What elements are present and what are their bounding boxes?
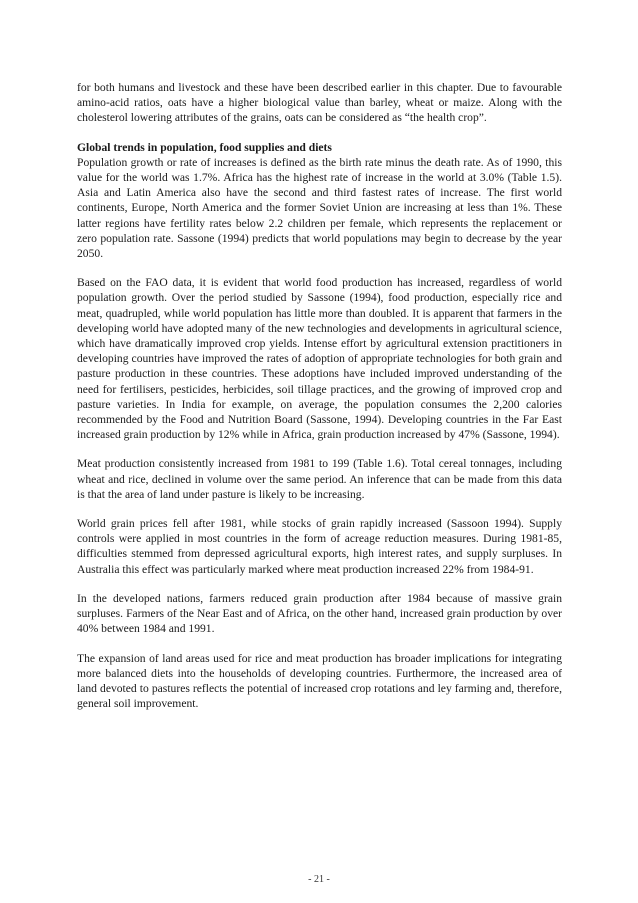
paragraph-developed-nations: In the developed nations, farmers reduced grain production after 1984 because of massive grain surpluses. Farmers of the Near East and of Africa, on the other hand, increased grain production by over 40% between 1984 and 1991.: [77, 591, 562, 636]
document-page: [77, 80, 562, 725]
paragraph-meat-production: Meat production consistently increased from 1981 to 199 (Table 1.6). Total cereal tonnages, including wheat and rice, declined in volume over the same period. An inference that can be made from this data is that the area of land under pasture is likely to be increasing.: [77, 457, 562, 501]
paragraph-grain-prices: World grain prices fell after 1981, while stocks of grain rapidly increased (Sassoon 1994). Supply controls were applied in most countries in the form of acreage reduction measures. During 1981-85, difficulties stemmed from depressed agricultural exports, high interest rates, and supply surpluses. In Australia this effect was particularly marked where meat production increased 22% from 1984-91.: [77, 517, 562, 576]
paragraph-food-production: Based on the FAO data, it is evident that world food production has increased, regardless of world population growth. Over the period studied by Sassone (1994), food production, especially rice and meat, quadrupled, while world population has little more than doubled. It is apparent that farmers in the developing world have adopted many of the new technologies and developments in agricultural science, which have dramatically improved crop yields. Intense effort by agricultural extension practitioners in developing countries have improved the rates of adoption of appropriate technologies for both grain and pasture production in these countries. These adoptions have included improved understanding of the need for fertilisers, pesticides, herbicides, soil tillage practices, and the growing of improved crop and pasture varieties. In India for example, on average, the population consumes the 2,200 calories recommended by the Food and Nutrition Board (Sassone, 1994). Developing countries in the Far East increased grain production by 12% while in Africa, grain production increased by 47% (Sassone, 1994).: [77, 276, 562, 442]
paragraph-population-growth: Population growth or rate of increases is defined as the birth rate minus the death rate. As of 1990, this value for the world was 1.7%. Africa has the highest rate of increase in the world at 3.0% (Table 1.5). Asia and Latin America also have the second and third fastest rates of increase. The first world continents, Europe, North America and the former Soviet Union are increasing at less than 1%. These latter regions have fertility rates below 2.2 children per female, which represents the replacement or zero population rate. Sassone (1994) predicts that world populations may begin to decrease by the year 2050.: [77, 155, 562, 261]
intro-paragraph: for both humans and livestock and these have been described earlier in this chapter. Due to favourable amino-acid ratios, oats have a higher biological value than barley, wheat or maize. Along with the cholesterol lowering attributes of the grains, oats can be considered as “the health crop”.: [77, 81, 562, 125]
section-heading: Global trends in population, food supplies and diets: [77, 140, 332, 154]
section-global-trends: [77, 140, 562, 712]
page-number: - 21 -: [308, 874, 330, 885]
paragraph-land-expansion: The expansion of land areas used for rice and meat production has broader implications for integrating more balanced diets into the households of developing countries. Furthermore, the increased area of land devoted to pastures reflects the potential of increased crop rotations and ley farming and, therefore, general soil improvement.: [77, 651, 562, 711]
